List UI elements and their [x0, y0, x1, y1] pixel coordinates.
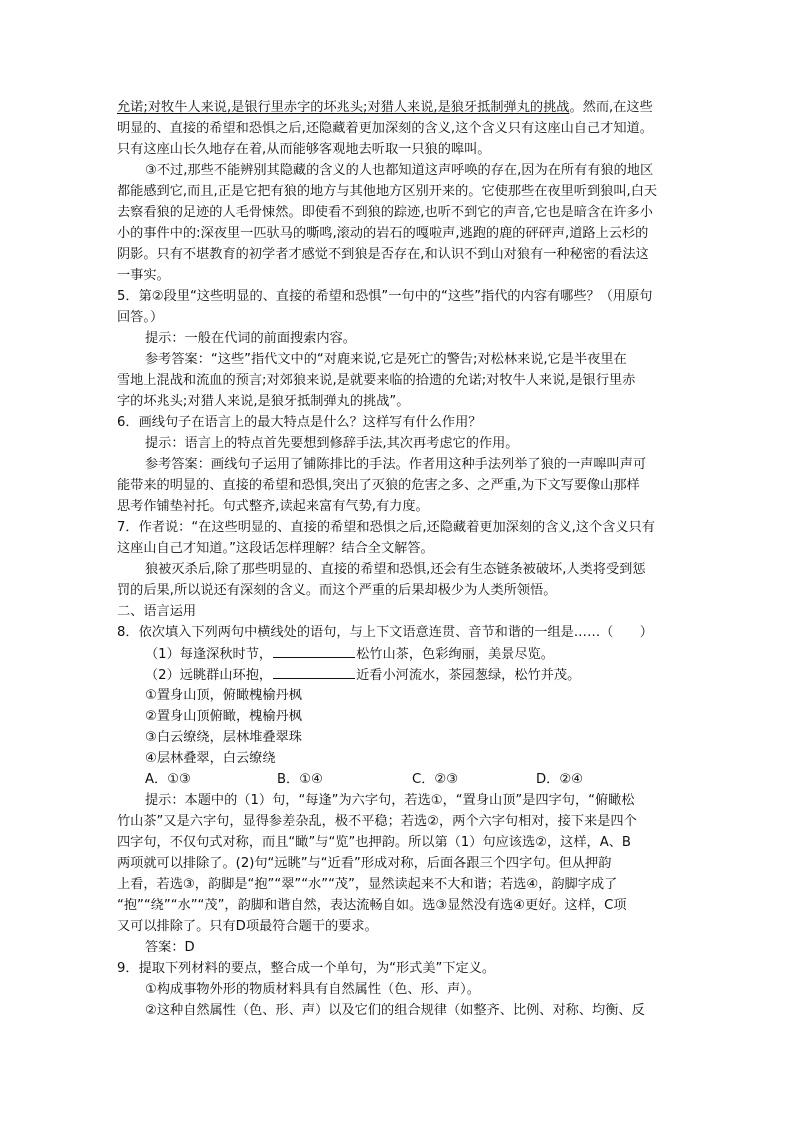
hint: 竹山茶”又是六字句，显得参差杂乱，极不平稳；若选②，两个六字句相对，接下来是四个 [117, 814, 637, 829]
text-span: （2）远眺群山环抱， [145, 668, 273, 683]
question-9: 9．提取下列材料的要点，整合成一个单句，为“形式美”下定义。 [117, 961, 496, 976]
question-8-sentence-2 [145, 666, 580, 685]
choice-item: ②置身山顶俯瞰，槐榆丹枫 [145, 709, 302, 724]
paragraph-line: 小的事件中的:深夜里一匹驮马的嘶鸣,滚动的岩石的嘎啦声,逃跑的鹿的砰砰声,道路上云杉的 [117, 226, 649, 241]
paragraph-line: 一事实。 [117, 268, 170, 283]
question-5-cont: 回答。） [117, 310, 164, 325]
option-c: C．②③ [412, 772, 459, 787]
hint: 提示：一般在代词的前面搜索内容。 [145, 331, 356, 346]
section-heading: 二、语言运用 [117, 604, 197, 619]
question-7: 7．作者说：“在这些明显的、直接的希望和恐惧之后,还隐藏着更加深刻的含义,这个含义只有 [117, 520, 655, 535]
paragraph-line: 只有这座山长久地存在着,从而能够客观地去听取一只狼的嗥叫。 [117, 142, 491, 157]
hint: 提示：语言上的特点首先要想到修辞手法,其次再考虑它的作用。 [145, 436, 519, 451]
answer: 参考答案：画线句子运用了铺陈排比的手法。作者用这种手法列举了狼的一声嗥叫声可 [145, 457, 647, 472]
answer: 字的坏兆头;对猎人来说,是狼牙抵制弹丸的挑战”。 [117, 394, 410, 409]
hint: 又可以排除了。只有D项最符合题干的要求。 [117, 919, 378, 934]
paragraph-line: 明显的、直接的希望和恐惧之后,还隐藏着更加深刻的含义,这个含义只有这座山自己才知道。 [117, 121, 653, 136]
choice-item: ③白云缭绕，层林堆叠翠珠 [145, 730, 302, 745]
option-a: A．①③ [145, 772, 191, 787]
paragraph-line: 阴影。只有不堪教育的初学者才感觉不到狼是否存在,和认识不到山对狼有一种秘密的看法这 [117, 247, 649, 262]
hint: “抱”“绕”“水”“茂”，韵脚和谐自然，表达流畅自如。选③显然没有选④更好。这样，C项 [117, 898, 627, 913]
answer: 罚的后果,所以说还有深刻的含义。而这个严重的后果却极少为人类所领悟。 [117, 583, 557, 598]
question-7-cont: 这座山自己才知道。”这段话怎样理解？结合全文解答。 [117, 541, 434, 556]
answer: 雪地上混战和流血的预言;对郊狼来说,是就要来临的拾遗的允诺;对牧牛人来说,是银行里赤 [117, 373, 636, 388]
choice-item: ①置身山顶，俯瞰槐榆丹枫 [145, 688, 302, 703]
paragraph-line: 去察看狼的足迹的人毛骨悚然。即使看不到狼的踪迹,也听不到它的声音,它也是暗含在许多小 [117, 205, 653, 220]
text-span: 。然而,在这些 [569, 100, 653, 115]
material-item: ②这种自然属性（色、形、声）以及它们的组合规律（如整齐、比例、对称、均衡、反 [145, 1003, 645, 1018]
hint: 四字句，不仅句式对称，而且“瞰”与“览”也押韵。所以第（1）句应该选②，这样，A、B [117, 835, 631, 850]
underlined-sentence: 允诺;对牧牛人来说,是银行里赤字的坏兆头;对猎人来说,是狼牙抵制弹丸的挑战 [117, 100, 570, 115]
paragraph-line: 都能感到它,而且,正是它把有狼的地方与其他地方区别开来的。它使那些在夜里听到狼叫,白天 [117, 184, 658, 199]
hint: 提示：本题中的（1）句，“每逢”为六字句，若选①，“置身山顶”是四字句，“俯瞰松 [145, 793, 635, 808]
blank-line [273, 666, 355, 679]
option-d: D．②④ [536, 772, 583, 787]
answer: 思考作铺垫衬托。句式整齐,读起来富有气势,有力度。 [117, 499, 429, 514]
answer-options [145, 771, 583, 789]
text-span: 近看小河流水，茶园葱绿，松竹并茂。 [356, 668, 581, 683]
hint: 两项就可以排除了。(2)句“远眺”与“近看”形成对称，后面各跟三个四字句。但从押韵 [117, 856, 612, 871]
answer: 答案：D [145, 940, 195, 955]
answer: 参考答案：“这些”指代文中的“对鹿来说,它是死亡的警告;对松林来说,它是半夜里在 [145, 352, 627, 367]
paragraph-line: ③不过,那些不能辨别其隐藏的含义的人也都知道这声呼唤的存在,因为在所有有狼的地区 [145, 163, 654, 178]
question-8: 8．依次填入下列两句中横线处的语句，与上下文语意连贯、音节和谐的一组是……（ ） [117, 625, 653, 640]
paragraph-line [117, 99, 653, 117]
blank-line [273, 645, 355, 658]
text-span: 松竹山茶，色彩绚丽，美景尽览。 [356, 647, 554, 662]
text-span: （1）每逢深秋时节， [145, 647, 273, 662]
option-b: B．①④ [277, 772, 323, 787]
material-item: ①构成事物外形的物质材料具有自然属性（色、形、声）。 [145, 982, 480, 997]
question-8-sentence-1 [145, 645, 554, 664]
answer: 狼被灭杀后,除了那些明显的、直接的希望和恐惧,还会有生态链条被破坏,人类将受到惩 [145, 562, 646, 577]
question-5: 5．第②段里“这些明显的、直接的希望和恐惧”一句中的“这些”指代的内容有哪些？（用原句 [117, 289, 653, 304]
choice-item: ④层林叠翠，白云缭绕 [145, 751, 276, 766]
question-6: 6．画线句子在语言上的最大特点是什么？这样写有什么作用？ [117, 415, 482, 430]
hint: 上看，若选③，韵脚是“抱”“翠”“水”“茂”，显然读起来不大和谐；若选④，韵脚字成了 [117, 877, 618, 892]
answer: 能带来的明显的、直接的希望和恐惧,突出了灭狼的危害之多、之严重,为下文写要像山那样 [117, 478, 640, 493]
